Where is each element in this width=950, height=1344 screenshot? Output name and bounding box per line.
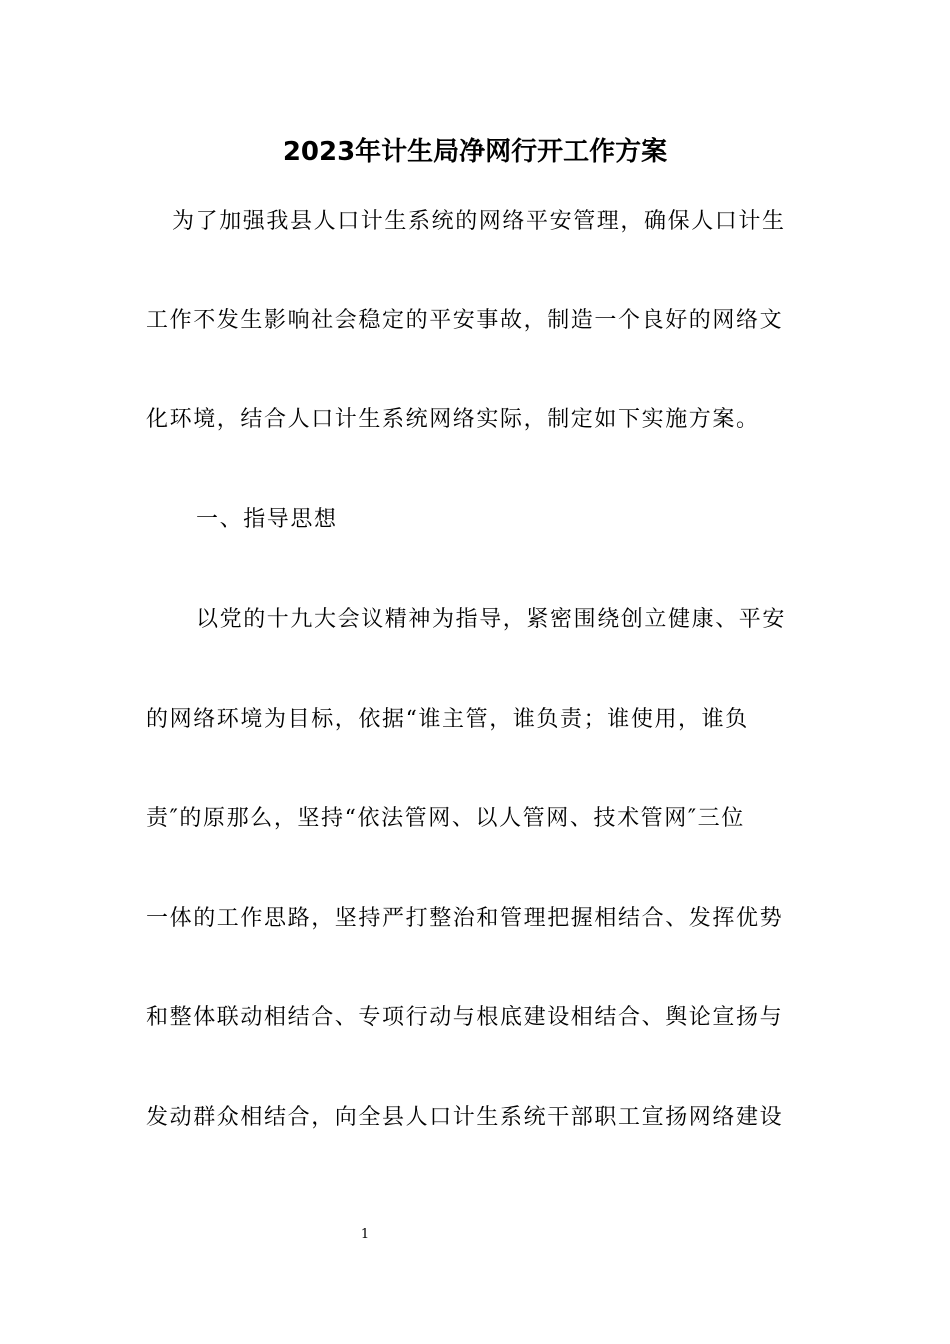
document-title: 2023年计生局净网行开工作方案 <box>282 137 668 167</box>
paragraph-line: 为了加强我县人口计生系统的网络平安管理，确保人口计生 <box>172 209 786 234</box>
paragraph-line: 一体的工作思路，坚持严打整治和管理把握相结合、发挥优势 <box>146 906 784 931</box>
paragraph-line: 发动群众相结合，向全县人口计生系统干部职工宣扬网络建设 <box>146 1105 784 1130</box>
paragraph-line: 的网络环境为目标，依据“谁主管，谁负责；谁使用，谁负 <box>146 707 749 732</box>
paragraph-line: 和整体联动相结合、专项行动与根底建设相结合、舆论宣扬与 <box>146 1005 784 1030</box>
page-number: 1 <box>360 1227 370 1242</box>
paragraph-line: 责″的原那么，坚持“依法管网、以人管网、技术管网″三位 <box>146 806 745 831</box>
paragraph-line: 工作不发生影响社会稳定的平安事故，制造一个良好的网络文 <box>146 308 784 333</box>
paragraph-line: 化环境，结合人口计生系统网络实际，制定如下实施方案。 <box>146 407 760 432</box>
section-heading: 一、指导思想 <box>196 507 338 532</box>
paragraph-line: 以党的十九大会议精神为指导，紧密围绕创立健康、平安 <box>196 607 787 632</box>
